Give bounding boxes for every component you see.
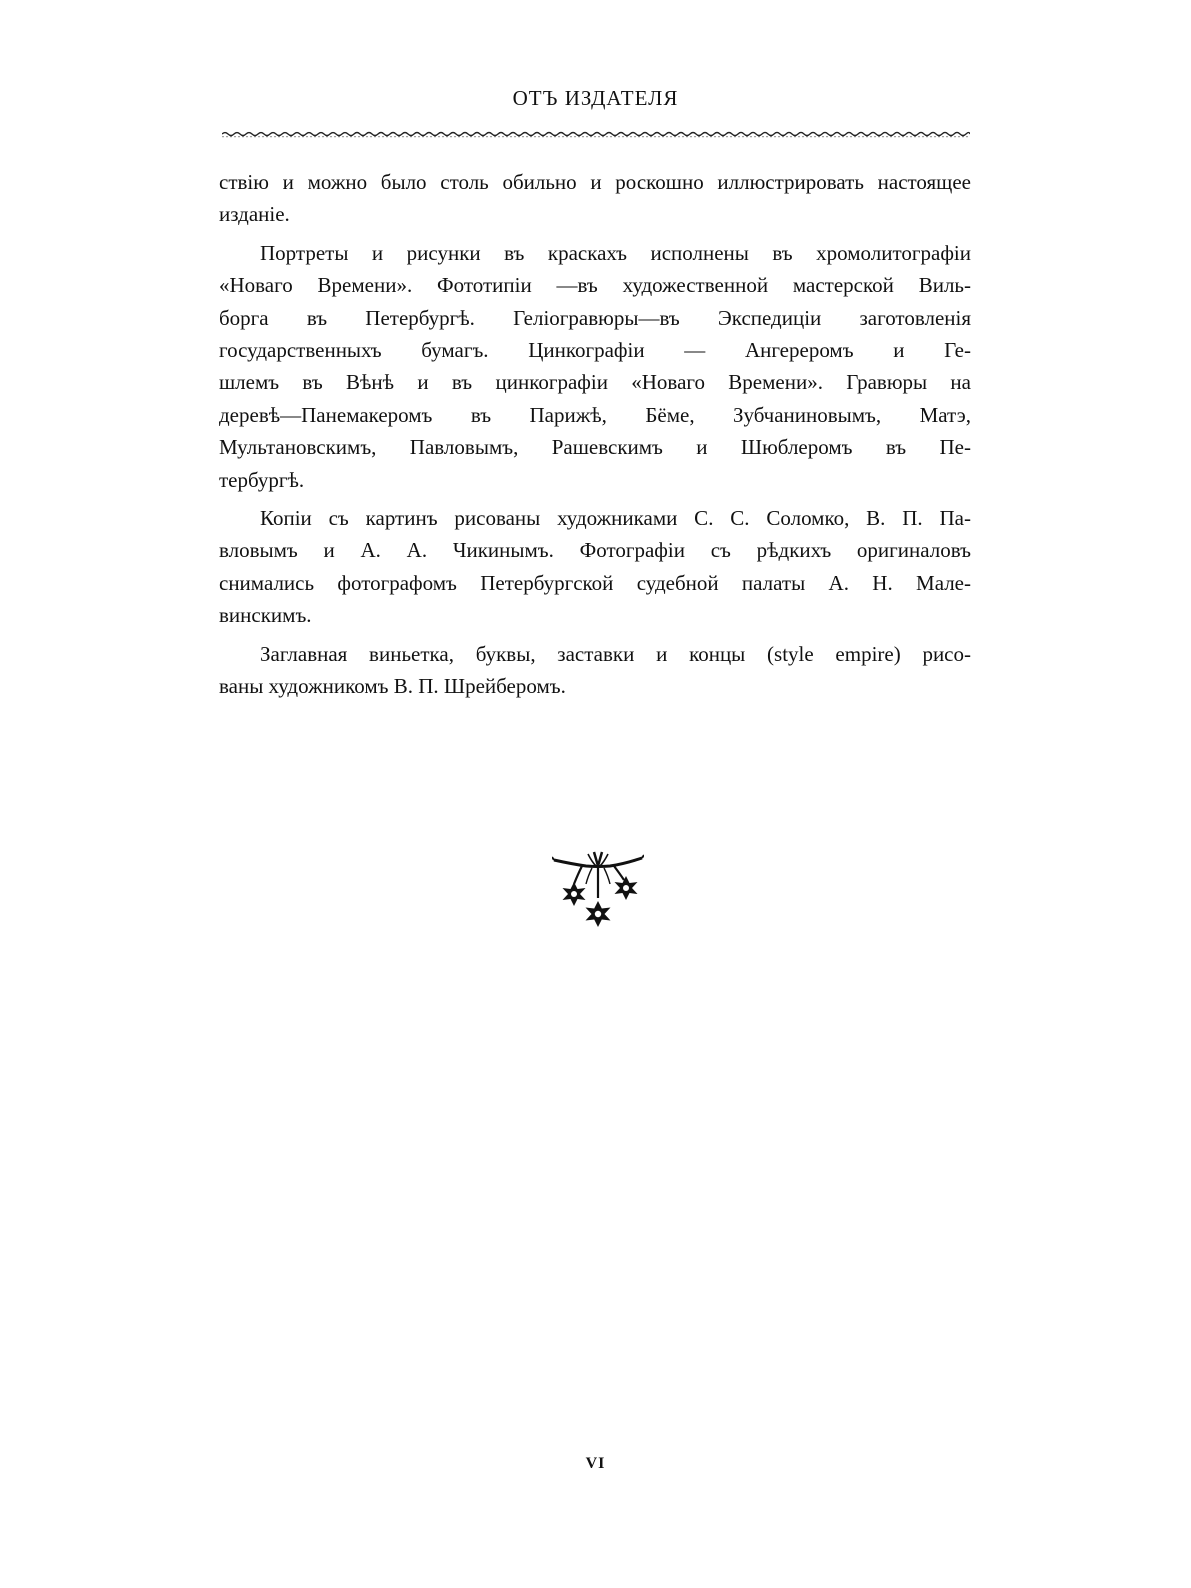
text-line: Мультановскимъ, Павловымъ, Рашевскимъ и Шюблеромъ въ Пе- bbox=[219, 435, 971, 460]
text-line: государственныхъ бумагъ. Цинкографіи — Ангереромъ и Ге- bbox=[219, 338, 971, 363]
paragraph-3 bbox=[219, 502, 971, 632]
paragraph-4 bbox=[219, 638, 971, 703]
text-line: ствію и можно было столь обильно и роскошно иллюстрировать настоящее bbox=[219, 170, 971, 194]
text-line: снимались фотографомъ Петербургской судебной палаты А. Н. Мале- bbox=[219, 570, 971, 595]
text-line: изданіе. bbox=[219, 202, 290, 227]
text-line: Заглавная виньетка, буквы, заставки и концы (style empire) рисо- bbox=[260, 641, 971, 666]
paragraph-1 bbox=[219, 166, 971, 231]
text-line: винскимъ. bbox=[219, 603, 312, 628]
body-text bbox=[219, 166, 971, 709]
page-number: VI bbox=[585, 1455, 606, 1472]
text-line: Портреты и рисунки въ краскахъ исполнены въ хромолитографіи bbox=[260, 240, 971, 265]
text-line: тербургѣ. bbox=[219, 467, 305, 492]
tailpiece-stars-ornament-icon bbox=[552, 848, 644, 934]
text-line: борга въ Петербургѣ. Геліогравюры—въ Экспедиціи заготовленія bbox=[219, 305, 971, 330]
text-line: «Новаго Времени». Фототипіи —въ художественной мастерской Виль- bbox=[219, 273, 971, 298]
text-line: деревѣ—Панемакеромъ въ Парижѣ, Бёме, Зубчаниновымъ, Матэ, bbox=[219, 402, 971, 427]
text-line: шлемъ въ Вѣнѣ и въ цинкографіи «Новаго Времени». Гравюры на bbox=[219, 370, 971, 395]
running-head-title: ОТЪ ИЗДАТЕЛЯ bbox=[512, 86, 679, 110]
header-wavy-rule bbox=[222, 130, 970, 138]
text-line: вловымъ и А. А. Чикинымъ. Фотографіи съ рѣдкихъ оригиналовъ bbox=[219, 538, 971, 563]
text-line: ваны художникомъ В. П. Шрейберомъ. bbox=[219, 674, 566, 699]
paragraph-2 bbox=[219, 237, 971, 496]
text-line: Копіи съ картинъ рисованы художниками С. С. Соломко, В. П. Па- bbox=[260, 506, 971, 531]
